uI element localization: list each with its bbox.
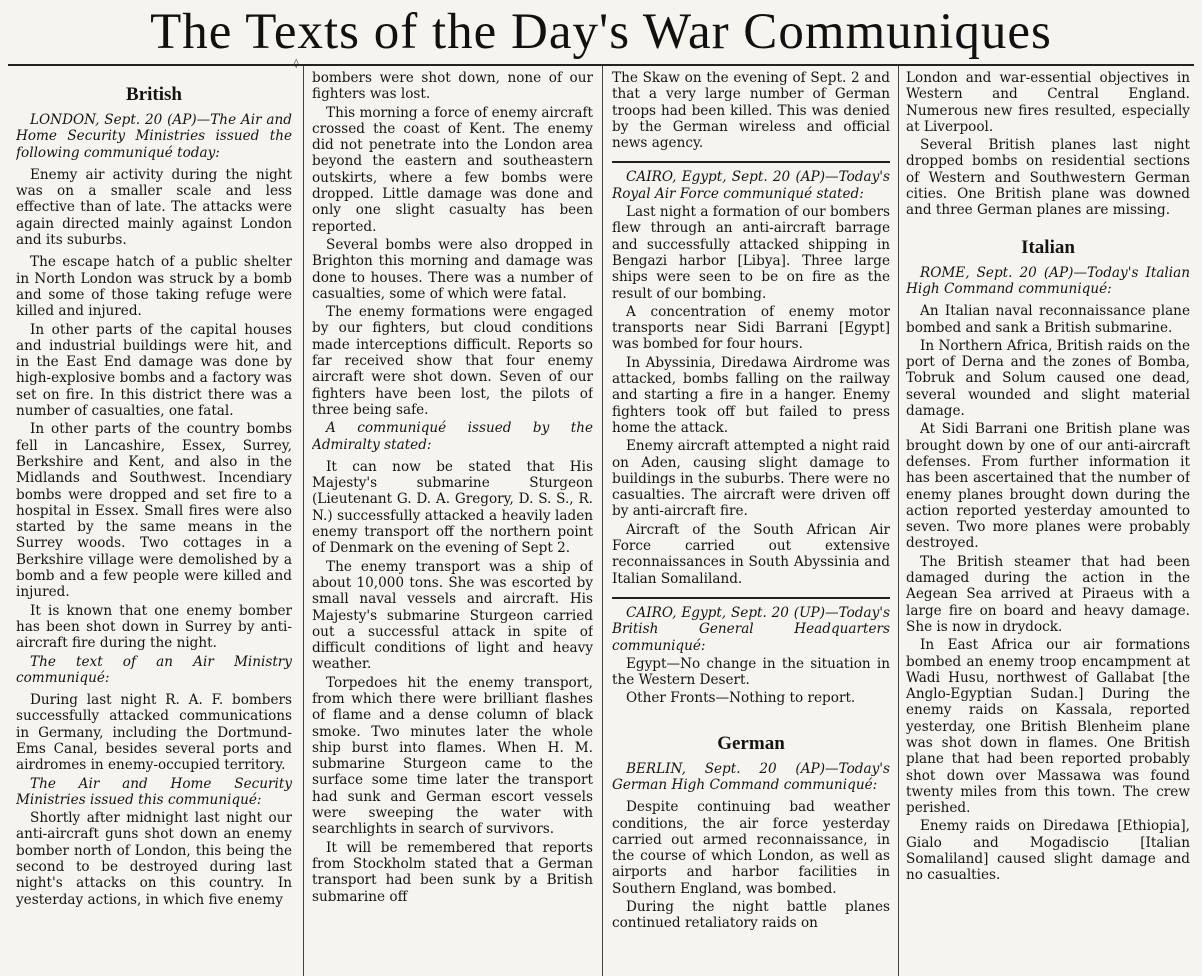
paragraph: The British steamer that had been damaged during the action in the Aegean Sea arrived at Piraeus with a large fire on board and heavy damage. She is now in drydock. [906,553,1190,635]
column-divider [898,66,899,976]
paragraph: Egypt—No change in the situation in the Western Desert. [612,655,890,689]
communique-intro: The text of an Air Ministry communiqué: [16,653,292,686]
dateline-berlin: BERLIN, Sept. 20 (AP)—Today's German High Command communiqué: [612,760,890,793]
communique-intro: The Air and Home Security Ministries issued this communiqué: [16,775,292,808]
paragraph: Torpedoes hit the enemy transport, from which there were brilliant flashes of flame and a dense column of black smoke. Two minutes later the whole ship burst into flames. When H. M. submarine Sturgeon came to the surface some time later the transport had sunk and German escort vessels were sweeping the water with searchlights in search of survivors. [312,674,593,838]
column-1 [16,70,292,976]
section-rule [612,161,890,163]
communique-intro: A communiqué issued by the Admiralty stated: [312,420,593,453]
paragraph: Several bombs were also dropped in Brighton this morning and damage was done to houses. There was a number of casualties, some of which were fatal. [312,236,593,302]
paragraph: In East Africa our air formations bombed an enemy troop encampment at Wadi Husu, northwest of Gallabat [the Anglo-Egyptian Sudan.] During the enemy raids on Kassala, reported yesterday, one British Blenheim plane was shot down in flames. One British plane that had been reported probably shot down over Massawa was found twenty miles from this town. The crew perished. [906,637,1190,817]
paragraph: In Northern Africa, British raids on the port of Derna and the zones of Bomba, Tobruk and Solum caused one dead, several wounded and slight material damage. [906,337,1190,420]
column-4 [906,70,1190,976]
column-3 [612,70,890,976]
paragraph: London and war-essential objectives in Western and Central England. Numerous new fires resulted, especially at Liverpool. [906,70,1190,135]
paragraph: Other Fronts—Nothing to report. [626,690,856,707]
paragraph: In other parts of the capital houses and industrial buildings were hit, and in the East End damage was done by high-explosive bombs and a factory was set on fire. In this district there was a number of casualties, one fatal. [16,321,292,420]
paragraph: It is known that one enemy bomber has been shot down in Surrey by anti-aircraft fire during the night. [16,602,292,652]
section-heading-british: British [126,84,182,105]
paragraph: Several British planes last night dropped bombs on residential sections of Western and Southwestern German cities. One British plane was downed and three German planes are missing. [906,137,1190,219]
paragraph: At Sidi Barrani one British plane was brought down by one of our anti-aircraft defenses. From further information it has been ascertained that the number of enemy planes brought down during the action reported yesterday amounted to seven. Two more planes were probably destroyed. [906,421,1190,552]
paragraph: It can now be stated that His Majesty's submarine Sturgeon (Lieutenant G. D. A. Gregory, D. S. S., R. N.) successfully attacked a heavily laden enemy transport off the northern point of Denmark on the evening of Sept 2. [312,458,593,557]
paragraph: Last night a formation of our bombers flew through an anti-aircraft barrage and successfully attacked shipping in Bengazi harbor [Libya]. Three large ships were seen to be on fire as the result of our bombing. [612,204,890,302]
column-divider [602,66,603,976]
dateline-cairo: CAIRO, Egypt, Sept. 20 (UP)—Today's British General Headquarters communiqué: [612,604,890,654]
paragraph: bombers were shot down, none of our fighters was lost. [312,70,593,103]
paragraph: The escape hatch of a public shelter in North London was struck by a bomb and some of those taking refuge were killed and injured. [16,254,292,320]
paragraph: Despite continuing bad weather conditions, the air force yesterday carried out armed reconnaissance, in the course of which London, as well as airports and harbor facilities in Southern England, was bombed. [612,799,890,897]
column-divider [303,66,304,976]
dateline-london: LONDON, Sept. 20 (AP)—The Air and Home Security Ministries issued the following communiqué today: [16,112,292,161]
paragraph: An Italian naval reconnaissance plane bombed and sank a British submarine. [906,303,1190,336]
paragraph: In Abyssinia, Diredawa Airdrome was attacked, bombs falling on the railway and starting a fire in a hanger. Enemy fighters took off but failed to press home the attack. [612,354,890,436]
rule-ornament: ◊ [294,59,299,69]
paragraph: During the night battle planes continued retaliatory raids on [612,899,890,932]
dateline-cairo: CAIRO, Egypt, Sept. 20 (AP)—Today's Royal Air Force communiqué stated: [612,169,890,202]
paragraph: Shortly after midnight last night our anti-aircraft guns shot down an enemy bomber north of London, this being the second to be destroyed during last night's attacks on this country. In yesterday actions, in which five enemy [16,810,292,908]
section-heading-italian: Italian [1021,236,1075,258]
column-2 [312,70,593,976]
paragraph: Enemy aircraft attempted a night raid on Aden, causing slight damage to buildings in the suburbs. There were no casualties. The aircraft were driven off by anti-aircraft fire. [612,438,890,520]
paragraph: The Skaw on the evening of Sept. 2 and that a very large number of German troops had been killed. This was denied by the German wireless and official news agency. [612,70,890,152]
paragraph: During last night R. A. F. bombers successfully attacked communications in Germany, including the Dortmund-Ems Canal, besides several ports and airdromes in enemy-occupied territory. [16,692,292,774]
paragraph: This morning a force of enemy aircraft crossed the coast of Kent. The enemy did not penetrate into the London area beyond the eastern and southeastern outskirts, where a few bombs were dropped. Little damage was done and only one slight casualty has been reported. [312,104,593,235]
section-heading-german: German [717,732,785,754]
paragraph: The enemy transport was a ship of about 10,000 tons. She was escorted by small naval vessels and aircraft. His Majesty's submarine Sturgeon carried out a successful attack in spite of difficult conditions of light and heavy weather. [312,558,593,673]
paragraph: Aircraft of the South African Air Force carried out extensive reconnaissances in South Abyssinia and Italian Somaliland. [612,521,890,587]
paragraph: In other parts of the country bombs fell in Lancashire, Essex, Surrey, Berkshire and Kent, and also in the Midlands and Southwest. Incendiary bombs were dropped and set fire to a hospital in Essex. Small fires were also started by the same means in the Surrey woods. Two cottages in a Berkshire village were demolished by a bomb and a few people were killed and injured. [16,421,292,601]
dateline-rome: ROME, Sept. 20 (AP)—Today's Italian High Command communiqué: [906,264,1190,297]
headline-rule [8,64,1194,66]
paragraph: Enemy air activity during the night was on a smaller scale and less effective than of late. The attacks were again directed mainly against London and its suburbs. [16,166,292,249]
page-headline: The Texts of the Day's War Communiques [150,4,1052,60]
paragraph: The enemy formations were engaged by our fighters, but cloud conditions made interceptions difficult. Reports so far received show that four enemy aircraft were shot down. Seven of our fighters have been lost, the pilots of three being safe. [312,304,593,418]
section-rule [612,597,890,599]
paragraph: Enemy raids on Diredawa [Ethiopia], Gialo and Mogadiscio [Italian Somaliland] caused slight damage and no casualties. [906,818,1190,884]
paragraph: A concentration of enemy motor transports near Sidi Barrani [Egypt] was bombed for four hours. [612,303,890,353]
paragraph: It will be remembered that reports from Stockholm stated that a German transport had been sunk by a British submarine off [312,839,593,905]
